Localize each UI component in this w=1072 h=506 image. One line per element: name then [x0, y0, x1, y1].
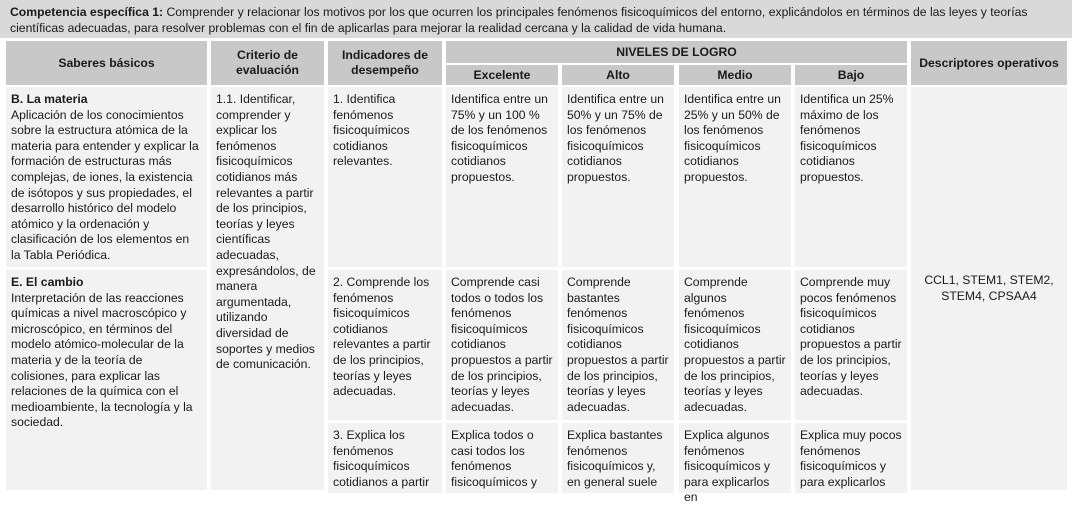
- row2-bajo: Comprende muy pocos fenómenos fisicoquímicos cotidianos propuestos a partir de los principios, teorías y leyes adecuadas.: [795, 270, 907, 420]
- competence-text: Comprender y relacionar los motivos por los que ocurren los principales fenómenos fisicoquímicos del entorno, explicándolos en términos de las leyes y teorías científicas adecuadas, para resolver problemas con el fin de aplicarlas para mejorar la realidad cercana y la calidad de vida humana.: [10, 5, 1028, 35]
- row3-bajo: Explica muy pocos fenómenos fisicoquímicos y para explicarlos: [795, 423, 907, 493]
- header-saberes: Saberes básicos: [6, 41, 207, 85]
- descriptores-text: CCL1, STEM1, STEM2, STEM4, CPSAA4: [924, 272, 1054, 303]
- competence-label: Competencia específica 1:: [10, 5, 164, 19]
- indicador-1: 1. Identifica fenómenos fisicoquímicos cotidianos relevantes.: [328, 87, 442, 267]
- saber-e-cell: [6, 270, 207, 490]
- competence-statement: [0, 0, 1072, 38]
- indicador-2: 2. Comprende los fenómenos fisicoquímicos cotidianos relevantes a partir de los principios, teorías y leyes adecuadas.: [328, 270, 442, 420]
- row3-excelente: Explica todos o casi todos los fenómenos fisicoquímicos y: [446, 423, 558, 493]
- header-excelente: Excelente: [446, 65, 558, 85]
- saber-b-title: B. La materia: [11, 92, 88, 106]
- row1-alto: Identifica entre un 50% y un 75% de los fenómenos fisicoquímicos cotidianos propuestos.: [562, 87, 674, 267]
- row2-excelente: Comprende casi todos o todos los fenómenos fisicoquímicos cotidianos propuestos a partir de los principios, teorías y leyes adecuadas.: [446, 270, 558, 420]
- row3-alto: Explica bastantes fenómenos fisicoquímicos y, en general suele: [562, 423, 674, 493]
- saber-e-text: Interpretación de las reacciones químicas a nivel macroscópico y microscópico, en términos del modelo atómico-molecular de la materia y de la teoría de colisiones, para explicar las relaciones de la química con el medioambiente, la tecnología y la sociedad.: [11, 290, 193, 430]
- header-descriptores: Descriptores operativos: [911, 41, 1067, 85]
- row1-excelente: Identifica entre un 75% y un 100 % de los fenómenos fisicoquímicos cotidianos propuestos.: [446, 87, 558, 267]
- header-indicadores: Indicadores de desempeño: [328, 41, 442, 85]
- row3-medio: Explica algunos fenómenos fisicoquímicos y para explicarlos en: [679, 423, 791, 493]
- row2-alto: Comprende bastantes fenómenos fisicoquímicos cotidianos propuestos a partir de los principios, teorías y leyes adecuadas.: [562, 270, 674, 420]
- header-criterio: Criterio de evaluación: [211, 41, 324, 85]
- criterio-cell: 1.1. Identificar, comprender y explicar los fenómenos fisicoquímicos cotidianos más relevantes a partir de los principios, teorías y leyes científicas adecuadas, expresándolos, de manera argumentada, utilizando diversidad de soportes y medios de comunicación.: [211, 87, 324, 490]
- row2-medio: Comprende algunos fenómenos fisicoquímicos cotidianos propuestos a partir de los principios, teorías y leyes adecuadas.: [679, 270, 791, 420]
- header-niveles: NIVELES DE LOGRO: [446, 41, 907, 63]
- header-alto: Alto: [562, 65, 674, 85]
- competence-table: [0, 38, 1072, 505]
- indicador-3: 3. Explica los fenómenos fisicoquímicos cotidianos a partir: [328, 423, 442, 493]
- saber-b-text: Aplicación de los conocimientos sobre la estructura atómica de la materia para entender y explicar la formación de estructuras más complejas, de iones, la existencia de isótopos y sus propiedades, el desarrollo histórico del modelo atómico y la ordenación y clasificación de los elementos en la Tabla Periódica.: [11, 107, 199, 262]
- header-medio: Medio: [679, 65, 791, 85]
- saber-e-title: E. El cambio: [11, 275, 84, 289]
- row1-bajo: Identifica un 25% máximo de los fenómenos fisicoquímicos cotidianos propuestos.: [795, 87, 907, 267]
- saber-b-cell: [6, 87, 207, 267]
- header-bajo: Bajo: [795, 65, 907, 85]
- row1-medio: Identifica entre un 25% y un 50% de los fenómenos fisicoquímicos cotidianos propuestos.: [679, 87, 791, 267]
- descriptores-cell: [911, 87, 1067, 490]
